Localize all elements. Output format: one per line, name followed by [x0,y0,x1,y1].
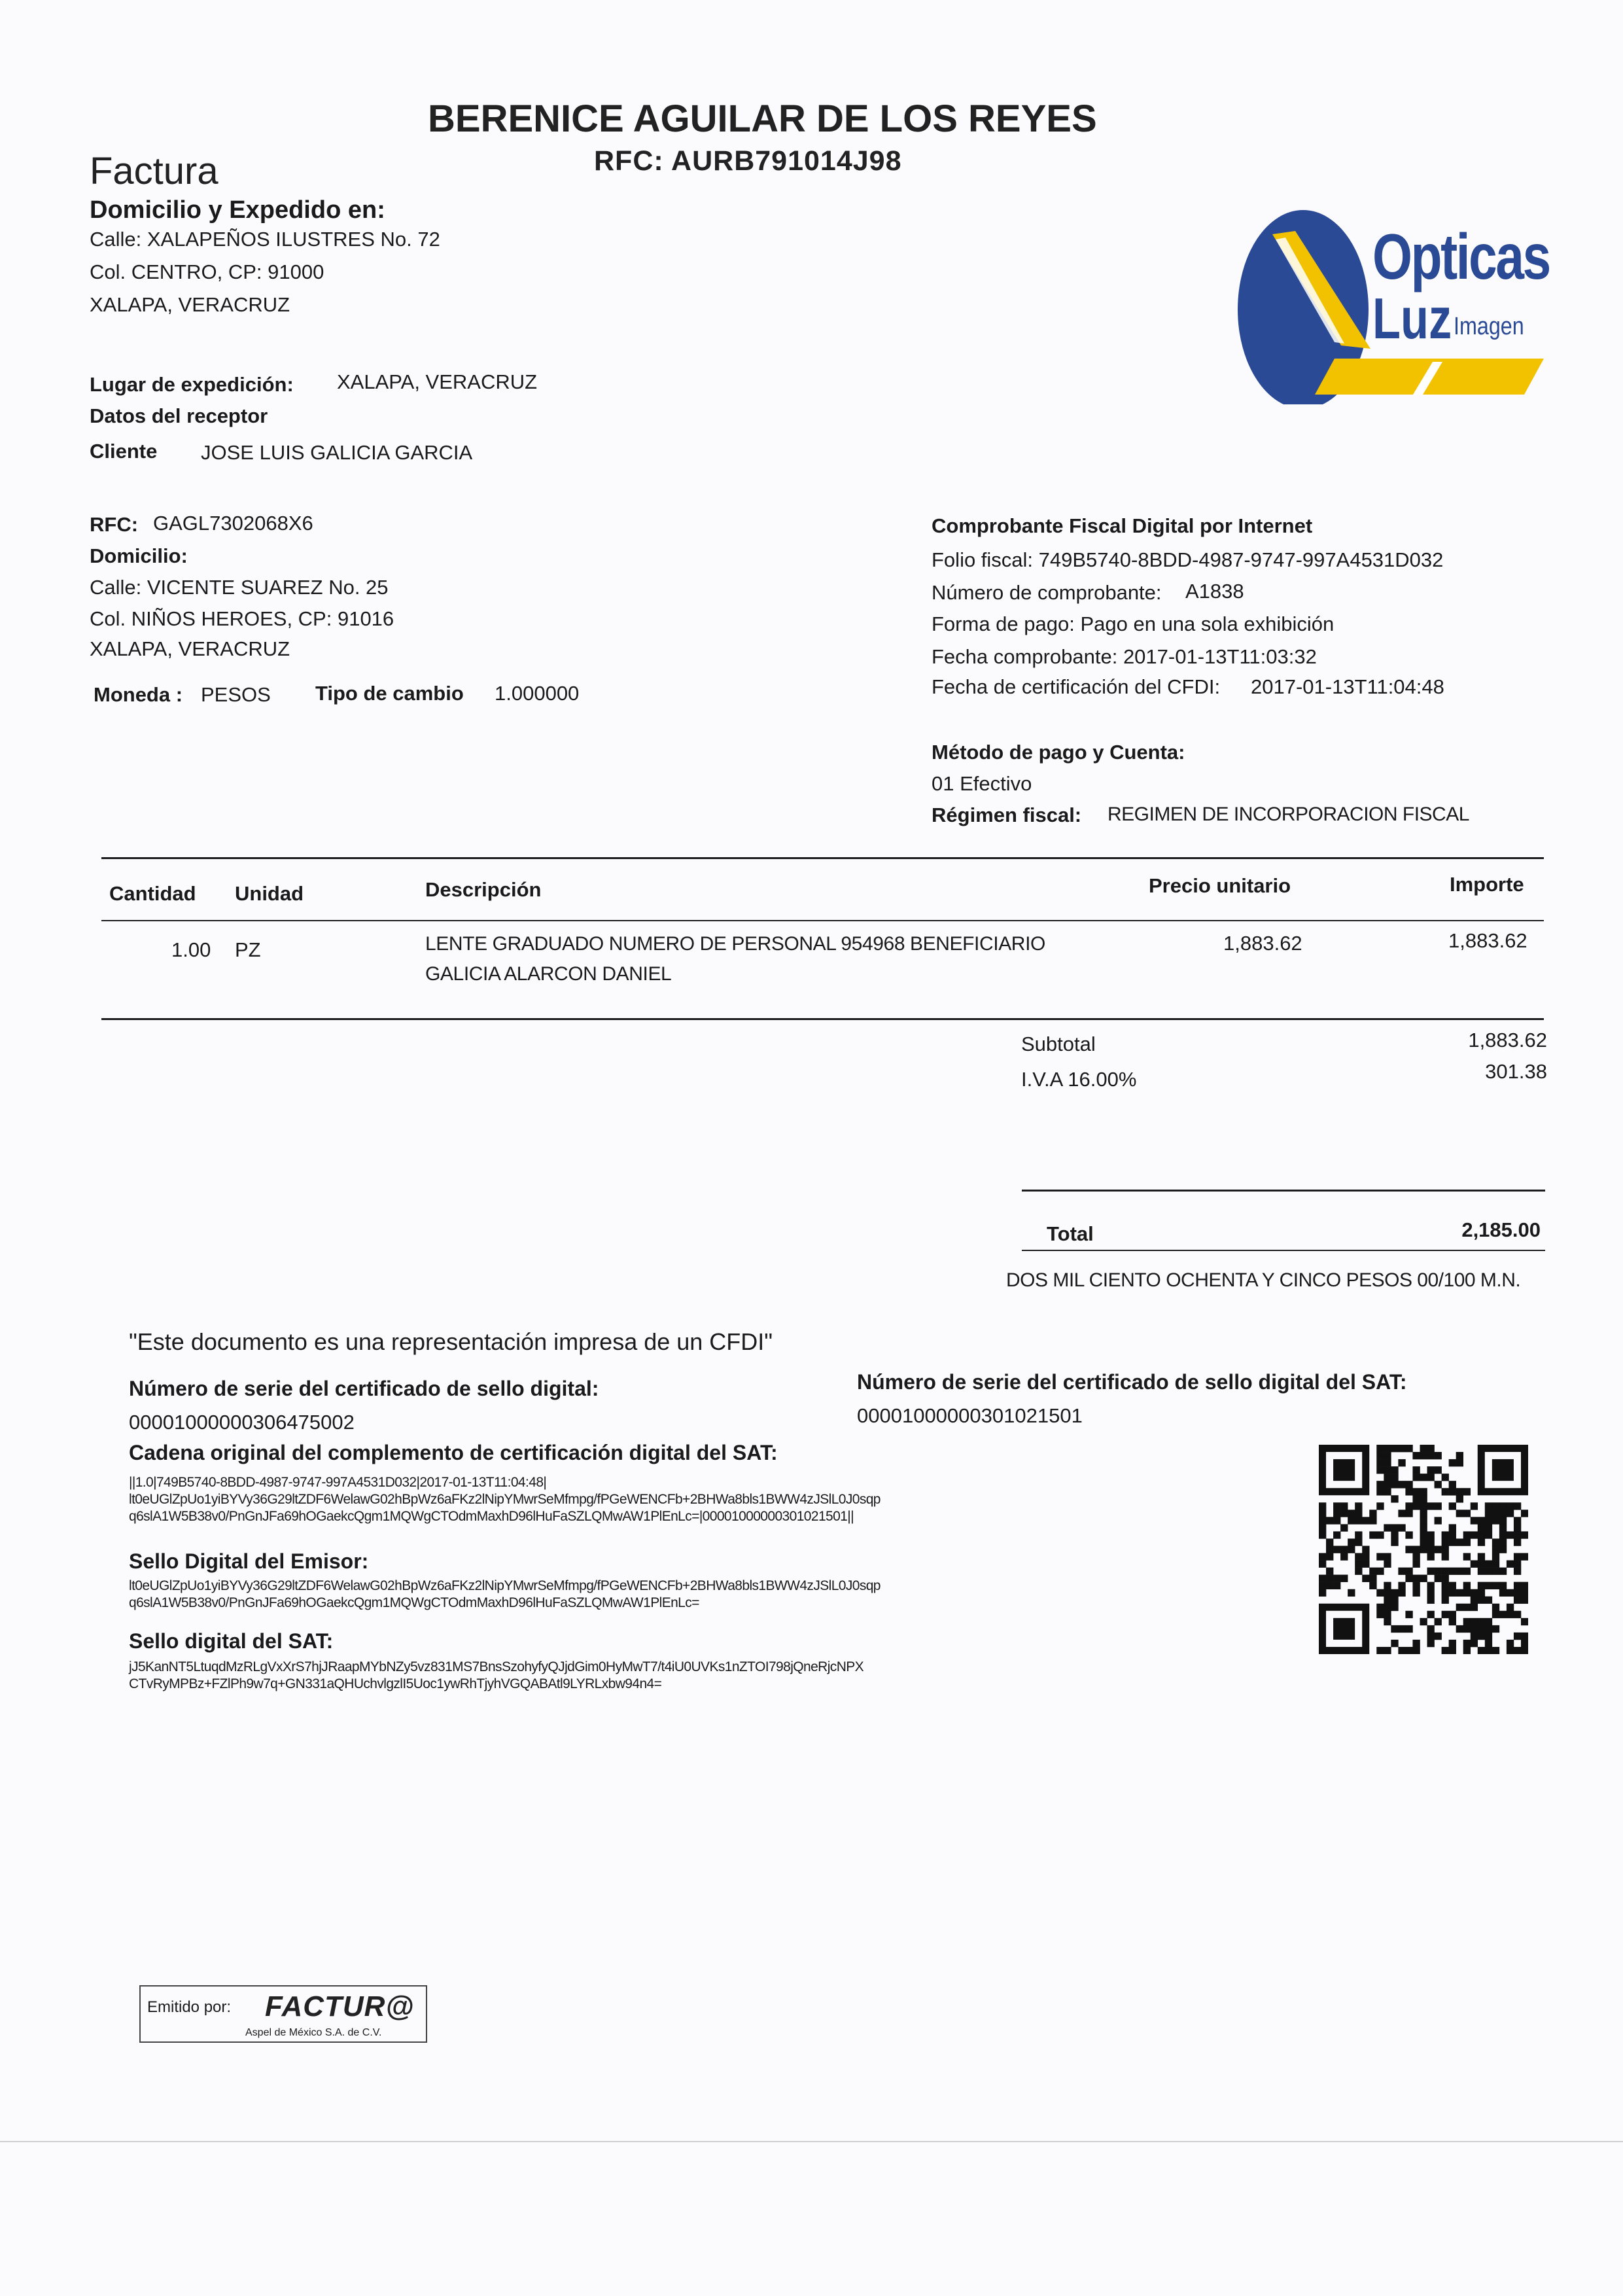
table-bottom-rule [101,1018,1544,1020]
lugar-label: Lugar de expedición: [90,373,294,396]
iva-value: 301.38 [1485,1060,1547,1083]
facture-company: Aspel de México S.A. de C.V. [245,2027,382,2038]
sello-sat-label: Sello digital del SAT: [129,1629,334,1653]
receptor-rfc-label: RFC: [90,513,139,536]
numero-comprobante-value: A1838 [1185,580,1244,603]
fecha-certificacion-value: 2017-01-13T11:04:48 [1251,675,1444,698]
col-header-importe: Importe [1450,873,1524,896]
tipo-cambio-value: 1.000000 [495,682,580,705]
total-underline [1022,1250,1545,1251]
doc-type-title: Factura [90,150,218,192]
cfdi-heading: Comprobante Fiscal Digital por Internet [932,514,1313,537]
cadena-original-line: ||1.0|749B5740-8BDD-4987-9747-997A4531D032|2017-01-13T11:04:48| [129,1475,547,1490]
row-precio: 1,883.62 [1223,932,1302,955]
facture-brand: FACTUR@ [265,1990,415,2022]
domicilio-line: XALAPA, VERACRUZ [90,637,290,660]
logo-word-luz: Luz [1372,286,1452,351]
table-header-rule [101,920,1544,921]
serie-sat-value: 00001000000301021501 [857,1404,1083,1427]
metodo-pago-heading: Método de pago y Cuenta: [932,741,1185,764]
sello-emisor-label: Sello Digital del Emisor: [129,1549,369,1573]
row-descripcion: LENTE GRADUADO NUMERO DE PERSONAL 954968 BENEFICIARIO [425,933,1045,955]
sello-emisor-line: lt0eUGlZpUo1yiBYVy36G29ltZDF6WelawG02hBpWz6aFKz2lNipYMwrSeMfmpg/fPGeWENCFb+2BHWa8bls1BWW4zJSlL0J0sqp [129,1578,881,1593]
datos-receptor-heading: Datos del receptor [90,404,268,427]
emitido-por-badge [139,1985,427,2043]
total-label: Total [1047,1222,1094,1245]
cadena-original-line: lt0eUGlZpUo1yiBYVy36G29ltZDF6WelawG02hBpWz6aFKz2lNipYMwrSeMfmpg/fPGeWENCFb+2BHWa8bls1BWW4zJSlL0J0sqp [129,1492,881,1507]
cliente-value: JOSE LUIS GALICIA GARCIA [201,441,473,464]
row-unidad: PZ [235,938,261,961]
total-en-letra: DOS MIL CIENTO OCHENTA Y CINCO PESOS 00/100 M.N. [1006,1269,1521,1291]
domicilio-line: Col. NIÑOS HEROES, CP: 91016 [90,607,394,630]
address-heading: Domicilio y Expedido en: [90,196,385,224]
regimen-value: REGIMEN DE INCORPORACION FISCAL [1108,804,1469,825]
row-cantidad: 1.00 [171,938,211,961]
issuer-rfc: RFC: AURB791014J98 [594,145,902,177]
regimen-label: Régimen fiscal: [932,804,1082,826]
page-edge-rule [0,2141,1623,2142]
logo-word-opticas: Opticas [1372,221,1550,292]
qr-code-graphic [1319,1445,1528,1654]
row-importe: 1,883.62 [1448,929,1527,952]
address-line: Col. CENTRO, CP: 91000 [90,260,324,283]
serie-sat-label: Número de serie del certificado de sello digital del SAT: [857,1370,1407,1394]
subtotal-label: Subtotal [1021,1033,1096,1055]
serie-emisor-value: 00001000000306475002 [129,1411,355,1434]
metodo-pago-value: 01 Efectivo [932,772,1032,795]
forma-pago: Forma de pago: Pago en una sola exhibición [932,612,1335,635]
receptor-rfc-value: GAGL7302068X6 [153,512,313,535]
address-line: XALAPA, VERACRUZ [90,293,290,316]
col-header-unidad: Unidad [235,882,304,905]
company-logo [1236,208,1550,404]
col-header-cantidad: Cantidad [109,882,196,905]
cfdi-representation-note: "Este documento es una representación impresa de un CFDI" [129,1328,773,1355]
logo-word-imagen: Imagen [1454,313,1524,340]
domicilio-label: Domicilio: [90,544,188,567]
subtotal-value: 1,883.62 [1468,1029,1547,1051]
col-header-precio: Precio unitario [1149,874,1291,897]
sello-emisor-line: q6slA1W5B38v0/PnGnJFa69hOGaekcQgm1MQWgCTOdmMaxhD96lHuFaSZLQMwAW1PlEnLc= [129,1595,699,1610]
cliente-label: Cliente [90,440,158,463]
fecha-comprobante: Fecha comprobante: 2017-01-13T11:03:32 [932,645,1317,668]
iva-label: I.V.A 16.00% [1021,1068,1137,1091]
total-value: 2,185.00 [1461,1218,1541,1241]
moneda-value: PESOS [201,683,271,706]
fecha-certificacion-label: Fecha de certificación del CFDI: [932,675,1221,698]
domicilio-line: Calle: VICENTE SUAREZ No. 25 [90,576,389,599]
sello-sat-line: jJ5KanNT5LtuqdMzRLgVxXrS7hjJRaapMYbNZy5vz831MS7BnsSzohyfyQJjdGim0HyMwT7/t4iU0UVKs1nZTOI798jQneRjcNPX [129,1659,864,1674]
moneda-label: Moneda : [94,683,183,706]
serie-emisor-label: Número de serie del certificado de sello digital: [129,1377,599,1400]
address-line: Calle: XALAPEÑOS ILUSTRES No. 72 [90,228,440,251]
cadena-original-line: q6slA1W5B38v0/PnGnJFa69hOGaekcQgm1MQWgCTOdmMaxhD96lHuFaSZLQMwAW1PlEnLc=|00001000000301021501|| [129,1509,854,1524]
row-descripcion-cont: GALICIA ALARCON DANIEL [425,963,672,985]
emitido-por-label: Emitido por: [147,1998,232,2016]
table-top-rule [101,857,1544,859]
numero-comprobante-label: Número de comprobante: [932,581,1162,604]
tipo-cambio-label: Tipo de cambio [315,682,464,705]
qr-code [1319,1445,1528,1654]
lugar-value: XALAPA, VERACRUZ [337,370,538,393]
totals-rule [1022,1190,1545,1192]
cadena-original-label: Cadena original del complemento de certificación digital del SAT: [129,1441,778,1464]
issuer-name: BERENICE AGUILAR DE LOS REYES [428,97,1097,140]
folio-fiscal: Folio fiscal: 749B5740-8BDD-4987-9747-997A4531D032 [932,548,1444,571]
sello-sat-line: CTvRyMPBz+FZlPh9w7q+GN331aQHUchvlgzlI5Uoc1ywRhTjyhVGQABAtl9LYRLxbw94n4= [129,1676,662,1691]
col-header-descripcion: Descripción [425,878,542,901]
